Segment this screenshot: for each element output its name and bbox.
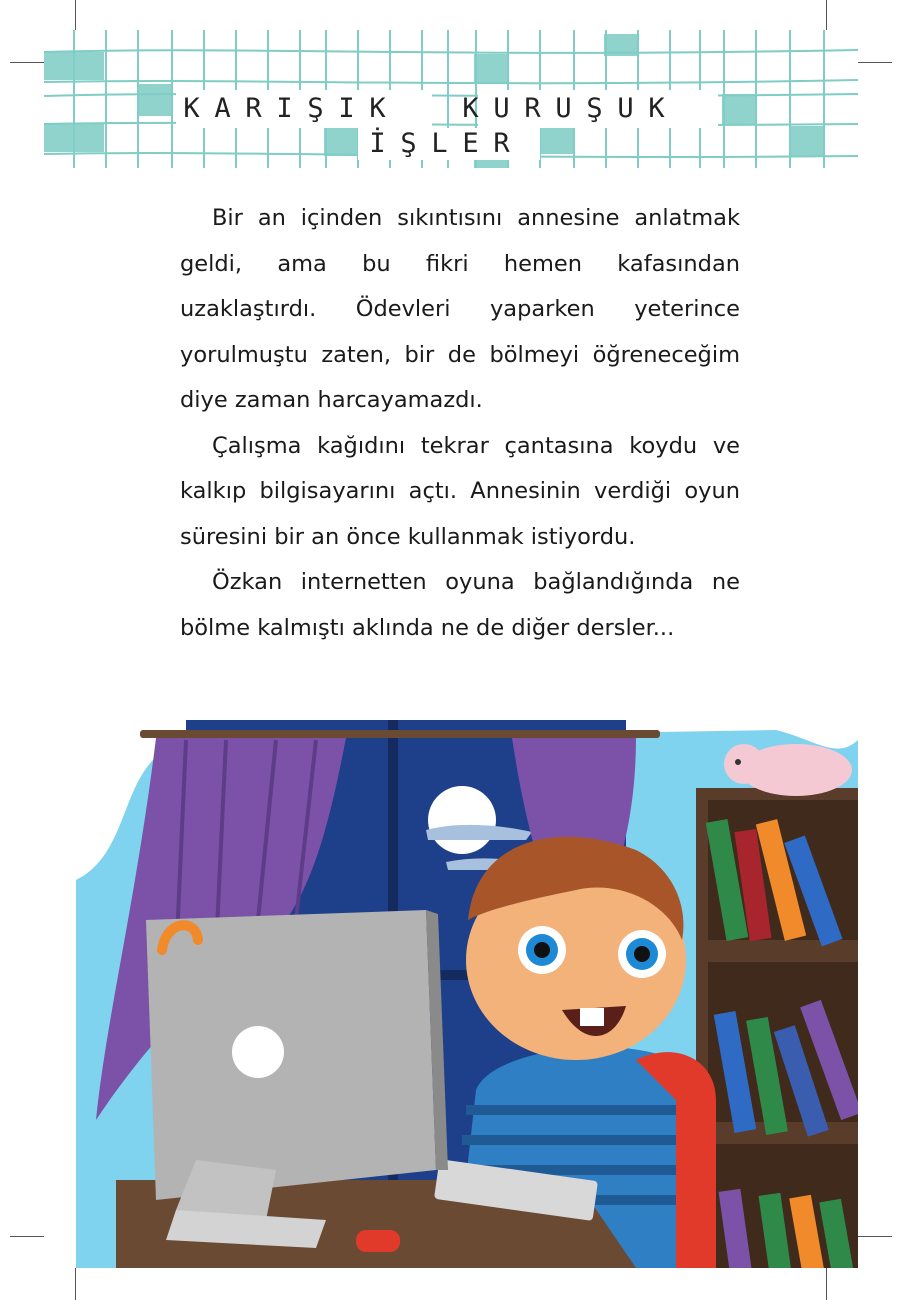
- chapter-header: [44, 30, 858, 168]
- crop-mark-top-right-h: [858, 62, 892, 63]
- title-letter: K: [369, 93, 386, 124]
- title-letter: Ş: [400, 128, 417, 159]
- crop-mark-top-right-v: [826, 0, 827, 30]
- boy-at-computer-illustration: [76, 700, 858, 1268]
- title-letter: Ş: [307, 93, 324, 124]
- story-paragraph: Çalışma kağıdını tekrar çantasına koydu ve kalkıp bilgisayarını açtı. Annesinin verdiği oyun süresini bir an önce kullanmak istiyordu.: [180, 432, 740, 550]
- title-letter: R: [493, 128, 510, 159]
- title-letter: L: [431, 128, 448, 159]
- scene-svg: [76, 700, 858, 1268]
- crop-mark-bottom-right-h: [858, 1236, 892, 1237]
- title-letter: I: [276, 93, 293, 124]
- title-letter: R: [524, 93, 541, 124]
- crop-mark-bottom-left-h: [10, 1236, 44, 1237]
- title-letter: U: [493, 93, 510, 124]
- chapter-title-line-1: [176, 93, 672, 124]
- title-letter: İ: [369, 128, 386, 159]
- title-letter: A: [214, 93, 231, 124]
- title-letter: E: [462, 128, 479, 159]
- title-letter: K: [648, 93, 665, 124]
- story-paragraph: Özkan internetten oyuna bağlandığında ne bölme kalmıştı aklında ne de diğer dersler...: [180, 569, 740, 641]
- story-text: [180, 196, 740, 651]
- crop-mark-top-left-h: [10, 62, 44, 63]
- crop-mark-top-left-v: [75, 0, 76, 30]
- title-letter: U: [617, 93, 634, 124]
- title-letter: U: [555, 93, 572, 124]
- crop-mark-bottom-left-v: [75, 1268, 76, 1300]
- title-letter: Ş: [586, 93, 603, 124]
- title-letter: I: [338, 93, 355, 124]
- title-letter: K: [462, 93, 479, 124]
- crop-mark-bottom-right-v: [826, 1268, 827, 1300]
- story-paragraph: Bir an içinden sıkıntısını annesine anlatmak geldi, ama bu fikri hemen kafasından uzaklaştırdı. Ödevleri yaparken yeterince yorulmuştu zaten, bir de bölmeyi öğreneceğim diye zaman harcayamazdı.: [180, 205, 740, 413]
- chapter-title-line-2: [362, 128, 517, 159]
- title-letter: K: [183, 93, 200, 124]
- title-letter: R: [245, 93, 262, 124]
